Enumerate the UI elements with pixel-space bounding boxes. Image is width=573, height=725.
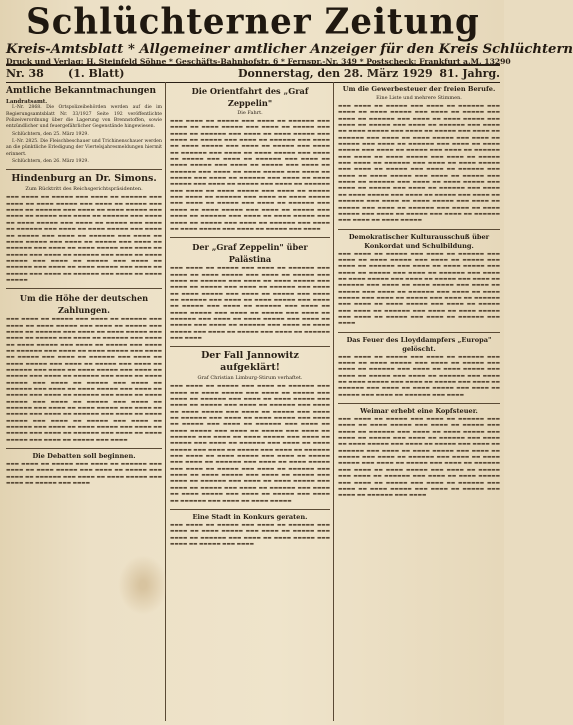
- section-heading: Amtliche Bekanntmachungen: [6, 86, 157, 96]
- issue-number: Nr. 38: [6, 67, 44, 80]
- article-headline: Um die Höhe der deutschen Zahlungen.: [19, 293, 149, 316]
- article-subheadline: Die Fahrt.: [237, 110, 263, 116]
- issue-date: Donnerstag, den 28. März 1929: [238, 67, 433, 80]
- article-subheadline: Eine Liste und mehrere Stimmen.: [376, 95, 462, 101]
- article-body: ▬▬▬ ▬▬▬▬ ▬▬ ▬▬▬▬▬ ▬▬▬ ▬▬▬▬ ▬▬ ▬▬▬▬▬▬ ▬▬▬ ▬▬▬▬ ▬▬ ▬▬▬▬ ▬▬▬▬▬ ▬▬▬ ▬▬▬▬ ▬▬ ▬▬▬▬▬ ▬▬▬ ▬▬▬▬ ▬▬ ▬▬▬▬▬▬ ▬▬▬ ▬▬▬▬ ▬▬ ▬▬▬▬ ▬▬▬▬▬ ▬▬▬ ▬▬▬▬ ▬▬ ▬▬▬▬▬ ▬▬▬ ▬▬▬▬: [6, 462, 162, 487]
- divider: [6, 169, 162, 170]
- notice-sign: Schlüchtern, den 25. März 1929.: [12, 131, 89, 137]
- divider: [338, 229, 500, 230]
- divider: [6, 288, 162, 289]
- column-rule: [165, 82, 166, 721]
- article-headline: Hindenburg an Dr. Simons.: [11, 173, 157, 185]
- article-body: ▬▬▬ ▬▬▬▬ ▬▬ ▬▬▬▬▬ ▬▬▬ ▬▬▬▬ ▬▬ ▬▬▬▬▬▬ ▬▬▬ ▬▬▬▬ ▬▬ ▬▬▬▬ ▬▬▬▬▬ ▬▬▬ ▬▬▬▬ ▬▬ ▬▬▬▬▬ ▬▬▬ ▬▬▬▬ ▬▬ ▬▬▬▬▬▬ ▬▬▬ ▬▬▬▬ ▬▬ ▬▬▬▬ ▬▬▬▬▬ ▬▬▬ ▬▬▬▬ ▬▬ ▬▬▬▬▬ ▬▬▬ ▬▬▬▬: [170, 522, 330, 547]
- divider: [170, 346, 330, 347]
- article-body: ▬▬▬ ▬▬▬▬ ▬▬ ▬▬▬▬▬ ▬▬▬ ▬▬▬▬ ▬▬ ▬▬▬▬▬▬ ▬▬▬ ▬▬▬▬ ▬▬ ▬▬▬▬ ▬▬▬▬▬ ▬▬▬ ▬▬▬▬ ▬▬ ▬▬▬▬▬ ▬▬▬ ▬▬▬▬ ▬▬ ▬▬▬▬▬▬ ▬▬▬ ▬▬▬▬ ▬▬ ▬▬▬▬ ▬▬▬▬▬ ▬▬▬ ▬▬▬▬ ▬▬ ▬▬▬▬▬ ▬▬▬ ▬▬▬▬ ▬▬ ▬▬▬▬▬▬ ▬▬▬ ▬▬▬▬ ▬▬ ▬▬▬▬ ▬▬▬▬▬ ▬▬▬ ▬▬▬▬ ▬▬ ▬▬▬▬▬ ▬▬▬ ▬▬▬▬ ▬▬ ▬▬▬▬▬▬ ▬▬▬ ▬▬▬▬ ▬▬ ▬▬▬▬ ▬▬▬▬▬ ▬▬▬ ▬▬▬▬ ▬▬ ▬▬▬▬▬ ▬▬▬ ▬▬▬▬ ▬▬ ▬▬▬▬▬▬ ▬▬▬ ▬▬▬▬ ▬▬ ▬▬▬▬ ▬▬▬▬▬ ▬▬▬ ▬▬▬▬ ▬▬ ▬▬▬▬▬ ▬▬▬ ▬▬▬▬ ▬▬ ▬▬▬▬▬▬ ▬▬▬ ▬▬▬▬ ▬▬ ▬▬▬▬ ▬▬▬▬▬ ▬▬▬ ▬▬▬▬ ▬▬ ▬▬▬▬▬ ▬▬▬ ▬▬▬▬ ▬▬ ▬▬▬▬▬▬ ▬▬▬ ▬▬▬▬ ▬▬ ▬▬▬▬ ▬▬▬▬▬ ▬▬▬ ▬▬▬▬ ▬▬ ▬▬▬▬▬ ▬▬▬ ▬▬▬▬ ▬▬ ▬▬▬▬▬▬ ▬▬▬ ▬▬▬▬ ▬▬ ▬▬▬▬ ▬▬▬▬▬ ▬▬▬ ▬▬▬▬ ▬▬ ▬▬▬▬▬ ▬▬▬ ▬▬▬▬ ▬▬ ▬▬▬▬▬▬ ▬▬▬ ▬▬▬▬ ▬▬ ▬▬▬▬ ▬▬▬▬▬ ▬▬▬ ▬▬▬▬ ▬▬ ▬▬▬▬▬ ▬▬▬ ▬▬▬▬ ▬▬ ▬▬▬▬▬▬ ▬▬▬ ▬▬▬▬ ▬▬ ▬▬▬▬ ▬▬▬▬▬ ▬▬▬ ▬▬▬▬ ▬▬ ▬▬▬▬▬ ▬▬▬ ▬▬▬▬ ▬▬ ▬▬▬▬▬▬ ▬▬▬ ▬▬▬▬ ▬▬ ▬▬▬▬ ▬▬▬▬▬ ▬▬▬ ▬▬▬▬ ▬▬ ▬▬▬▬▬ ▬▬▬ ▬▬▬▬ ▬▬ ▬▬▬▬▬▬ ▬▬▬ ▬▬▬▬ ▬▬ ▬▬▬▬ ▬▬▬▬▬ ▬▬▬ ▬▬▬▬ ▬▬ ▬▬▬▬▬ ▬▬▬ ▬▬▬▬ ▬▬ ▬▬▬▬▬▬ ▬▬▬ ▬▬▬▬ ▬▬ ▬▬▬▬ ▬▬▬▬▬: [170, 384, 330, 504]
- article-body: ▬▬▬ ▬▬▬▬ ▬▬ ▬▬▬▬▬ ▬▬▬ ▬▬▬▬ ▬▬ ▬▬▬▬▬▬ ▬▬▬ ▬▬▬▬ ▬▬ ▬▬▬▬ ▬▬▬▬▬ ▬▬▬ ▬▬▬▬ ▬▬ ▬▬▬▬▬ ▬▬▬ ▬▬▬▬ ▬▬ ▬▬▬▬▬▬ ▬▬▬ ▬▬▬▬ ▬▬ ▬▬▬▬ ▬▬▬▬▬ ▬▬▬ ▬▬▬▬ ▬▬ ▬▬▬▬▬ ▬▬▬ ▬▬▬▬ ▬▬ ▬▬▬▬▬▬ ▬▬▬ ▬▬▬▬ ▬▬ ▬▬▬▬ ▬▬▬▬▬ ▬▬▬ ▬▬▬▬ ▬▬ ▬▬▬▬▬ ▬▬▬ ▬▬▬▬ ▬▬ ▬▬▬▬▬▬ ▬▬▬ ▬▬▬▬ ▬▬ ▬▬▬▬ ▬▬▬▬▬ ▬▬▬ ▬▬▬▬ ▬▬ ▬▬▬▬▬ ▬▬▬ ▬▬▬▬ ▬▬ ▬▬▬▬▬▬ ▬▬▬ ▬▬▬▬ ▬▬ ▬▬▬▬ ▬▬▬▬▬ ▬▬▬ ▬▬▬▬ ▬▬ ▬▬▬▬▬ ▬▬▬ ▬▬▬▬ ▬▬ ▬▬▬▬▬▬ ▬▬▬ ▬▬▬▬ ▬▬ ▬▬▬▬ ▬▬▬▬▬ ▬▬▬ ▬▬▬▬ ▬▬ ▬▬▬▬▬ ▬▬▬ ▬▬▬▬ ▬▬ ▬▬▬▬▬▬ ▬▬▬ ▬▬▬▬ ▬▬ ▬▬▬▬ ▬▬▬▬▬ ▬▬▬ ▬▬▬▬ ▬▬ ▬▬▬▬▬ ▬▬▬ ▬▬▬▬ ▬▬ ▬▬▬▬▬▬ ▬▬▬ ▬▬▬▬: [338, 251, 500, 327]
- article-headline: Um die Gewerbesteuer der freien Berufe.: [342, 85, 496, 93]
- divider: [338, 403, 500, 404]
- edition-label: (1. Blatt): [68, 67, 125, 80]
- section-subheading: Landratsamt.: [6, 99, 48, 105]
- article-body: ▬▬▬ ▬▬▬▬ ▬▬ ▬▬▬▬▬ ▬▬▬ ▬▬▬▬ ▬▬ ▬▬▬▬▬▬ ▬▬▬ ▬▬▬▬ ▬▬ ▬▬▬▬ ▬▬▬▬▬ ▬▬▬ ▬▬▬▬ ▬▬ ▬▬▬▬▬ ▬▬▬ ▬▬▬▬ ▬▬ ▬▬▬▬▬▬ ▬▬▬ ▬▬▬▬ ▬▬ ▬▬▬▬ ▬▬▬▬▬ ▬▬▬ ▬▬▬▬ ▬▬ ▬▬▬▬▬ ▬▬▬ ▬▬▬▬ ▬▬ ▬▬▬▬▬▬ ▬▬▬ ▬▬▬▬ ▬▬ ▬▬▬▬ ▬▬▬▬▬ ▬▬▬ ▬▬▬▬ ▬▬ ▬▬▬▬▬ ▬▬▬ ▬▬▬▬ ▬▬ ▬▬▬▬▬▬ ▬▬▬ ▬▬▬▬ ▬▬ ▬▬▬▬ ▬▬▬▬▬ ▬▬▬ ▬▬▬▬ ▬▬ ▬▬▬▬▬ ▬▬▬ ▬▬▬▬ ▬▬ ▬▬▬▬▬▬ ▬▬▬ ▬▬▬▬ ▬▬ ▬▬▬▬ ▬▬▬▬▬ ▬▬▬ ▬▬▬▬ ▬▬ ▬▬▬▬▬ ▬▬▬ ▬▬▬▬ ▬▬ ▬▬▬▬▬▬ ▬▬▬ ▬▬▬▬ ▬▬ ▬▬▬▬ ▬▬▬▬▬ ▬▬▬ ▬▬▬▬ ▬▬ ▬▬▬▬▬ ▬▬▬ ▬▬▬▬ ▬▬ ▬▬▬▬▬▬ ▬▬▬ ▬▬▬▬ ▬▬ ▬▬▬▬ ▬▬▬▬▬ ▬▬▬ ▬▬▬▬ ▬▬ ▬▬▬▬▬ ▬▬▬ ▬▬▬▬ ▬▬ ▬▬▬▬▬▬ ▬▬▬ ▬▬▬▬ ▬▬ ▬▬▬▬ ▬▬▬▬▬ ▬▬▬ ▬▬▬▬ ▬▬ ▬▬▬▬▬ ▬▬▬ ▬▬▬▬ ▬▬ ▬▬▬▬▬▬ ▬▬▬ ▬▬▬▬ ▬▬ ▬▬▬▬ ▬▬▬▬▬: [6, 195, 162, 283]
- newspaper-subtitle: Kreis-Amtsblatt * Allgemeiner amtlicher Anzeiger für den Kreis Schlüchtern: [6, 42, 573, 57]
- article-body: ▬▬▬ ▬▬▬▬ ▬▬ ▬▬▬▬▬ ▬▬▬ ▬▬▬▬ ▬▬ ▬▬▬▬▬▬ ▬▬▬ ▬▬▬▬ ▬▬ ▬▬▬▬ ▬▬▬▬▬ ▬▬▬ ▬▬▬▬ ▬▬ ▬▬▬▬▬ ▬▬▬ ▬▬▬▬ ▬▬ ▬▬▬▬▬▬ ▬▬▬ ▬▬▬▬ ▬▬ ▬▬▬▬ ▬▬▬▬▬ ▬▬▬ ▬▬▬▬ ▬▬ ▬▬▬▬▬ ▬▬▬ ▬▬▬▬ ▬▬ ▬▬▬▬▬▬ ▬▬▬ ▬▬▬▬ ▬▬ ▬▬▬▬ ▬▬▬▬▬ ▬▬▬ ▬▬▬▬ ▬▬ ▬▬▬▬▬ ▬▬▬ ▬▬▬▬ ▬▬ ▬▬▬▬▬▬ ▬▬▬ ▬▬▬▬ ▬▬ ▬▬▬▬ ▬▬▬▬▬ ▬▬▬ ▬▬▬▬ ▬▬ ▬▬▬▬▬ ▬▬▬ ▬▬▬▬ ▬▬ ▬▬▬▬▬▬ ▬▬▬ ▬▬▬▬ ▬▬ ▬▬▬▬ ▬▬▬▬▬ ▬▬▬ ▬▬▬▬ ▬▬ ▬▬▬▬▬ ▬▬▬ ▬▬▬▬ ▬▬ ▬▬▬▬▬▬ ▬▬▬ ▬▬▬▬ ▬▬ ▬▬▬▬ ▬▬▬▬▬ ▬▬▬ ▬▬▬▬ ▬▬ ▬▬▬▬▬ ▬▬▬ ▬▬▬▬ ▬▬ ▬▬▬▬▬▬ ▬▬▬ ▬▬▬▬ ▬▬ ▬▬▬▬ ▬▬▬▬▬ ▬▬▬ ▬▬▬▬ ▬▬ ▬▬▬▬▬ ▬▬▬ ▬▬▬▬ ▬▬ ▬▬▬▬▬▬ ▬▬▬ ▬▬▬▬ ▬▬ ▬▬▬▬ ▬▬▬▬▬ ▬▬▬ ▬▬▬▬ ▬▬ ▬▬▬▬▬ ▬▬▬ ▬▬▬▬ ▬▬ ▬▬▬▬▬▬ ▬▬▬ ▬▬▬▬ ▬▬ ▬▬▬▬ ▬▬▬▬▬ ▬▬▬ ▬▬▬▬ ▬▬ ▬▬▬▬▬ ▬▬▬ ▬▬▬▬ ▬▬ ▬▬▬▬▬▬ ▬▬▬ ▬▬▬▬ ▬▬ ▬▬▬▬ ▬▬▬▬▬ ▬▬▬ ▬▬▬▬ ▬▬ ▬▬▬▬▬ ▬▬▬ ▬▬▬▬ ▬▬ ▬▬▬▬▬▬ ▬▬▬ ▬▬▬▬ ▬▬ ▬▬▬▬ ▬▬▬▬▬ ▬▬▬ ▬▬▬▬ ▬▬ ▬▬▬▬▬ ▬▬▬ ▬▬▬▬ ▬▬ ▬▬▬▬▬▬ ▬▬▬ ▬▬▬▬ ▬▬ ▬▬▬▬ ▬▬▬▬▬ ▬▬▬ ▬▬▬▬ ▬▬ ▬▬▬▬▬ ▬▬▬ ▬▬▬▬: [170, 119, 330, 232]
- article-headline: Die Orientfahrt des „Graf Zeppelin": [191, 86, 309, 108]
- divider: [170, 509, 330, 510]
- article-headline: Die Debatten soll beginnen.: [32, 452, 136, 461]
- article-body: ▬▬▬ ▬▬▬▬ ▬▬ ▬▬▬▬▬ ▬▬▬ ▬▬▬▬ ▬▬ ▬▬▬▬▬▬ ▬▬▬ ▬▬▬▬ ▬▬ ▬▬▬▬ ▬▬▬▬▬ ▬▬▬ ▬▬▬▬ ▬▬ ▬▬▬▬▬ ▬▬▬ ▬▬▬▬ ▬▬ ▬▬▬▬▬▬ ▬▬▬ ▬▬▬▬ ▬▬ ▬▬▬▬ ▬▬▬▬▬ ▬▬▬ ▬▬▬▬ ▬▬ ▬▬▬▬▬ ▬▬▬ ▬▬▬▬ ▬▬ ▬▬▬▬▬▬ ▬▬▬ ▬▬▬▬ ▬▬ ▬▬▬▬ ▬▬▬▬▬ ▬▬▬ ▬▬▬▬ ▬▬ ▬▬▬▬▬ ▬▬▬ ▬▬▬▬ ▬▬ ▬▬▬▬▬▬ ▬▬▬ ▬▬▬▬ ▬▬ ▬▬▬▬ ▬▬▬▬▬ ▬▬▬ ▬▬▬▬ ▬▬ ▬▬▬▬▬ ▬▬▬ ▬▬▬▬ ▬▬ ▬▬▬▬▬▬ ▬▬▬ ▬▬▬▬ ▬▬ ▬▬▬▬ ▬▬▬▬▬ ▬▬▬ ▬▬▬▬ ▬▬ ▬▬▬▬▬ ▬▬▬ ▬▬▬▬ ▬▬ ▬▬▬▬▬▬ ▬▬▬ ▬▬▬▬ ▬▬ ▬▬▬▬ ▬▬▬▬▬ ▬▬▬ ▬▬▬▬ ▬▬ ▬▬▬▬▬ ▬▬▬ ▬▬▬▬ ▬▬ ▬▬▬▬▬▬ ▬▬▬ ▬▬▬▬ ▬▬ ▬▬▬▬ ▬▬▬▬▬ ▬▬▬ ▬▬▬▬ ▬▬ ▬▬▬▬▬ ▬▬▬ ▬▬▬▬ ▬▬ ▬▬▬▬▬▬ ▬▬▬ ▬▬▬▬ ▬▬ ▬▬▬▬ ▬▬▬▬▬ ▬▬▬ ▬▬▬▬ ▬▬ ▬▬▬▬▬ ▬▬▬ ▬▬▬▬ ▬▬ ▬▬▬▬▬▬ ▬▬▬ ▬▬▬▬ ▬▬ ▬▬▬▬ ▬▬▬▬▬ ▬▬▬ ▬▬▬▬ ▬▬ ▬▬▬▬▬ ▬▬▬ ▬▬▬▬ ▬▬ ▬▬▬▬▬▬ ▬▬▬ ▬▬▬▬ ▬▬ ▬▬▬▬ ▬▬▬▬▬ ▬▬▬ ▬▬▬▬ ▬▬ ▬▬▬▬▬ ▬▬▬ ▬▬▬▬ ▬▬ ▬▬▬▬▬▬ ▬▬▬ ▬▬▬▬ ▬▬ ▬▬▬▬ ▬▬▬▬▬ ▬▬▬ ▬▬▬▬ ▬▬ ▬▬▬▬▬ ▬▬▬ ▬▬▬▬ ▬▬ ▬▬▬▬▬▬ ▬▬▬ ▬▬▬▬ ▬▬ ▬▬▬▬ ▬▬▬▬▬ ▬▬▬ ▬▬▬▬ ▬▬ ▬▬▬▬▬ ▬▬▬ ▬▬▬▬ ▬▬ ▬▬▬▬▬▬ ▬▬▬ ▬▬▬▬ ▬▬ ▬▬▬▬ ▬▬▬▬▬ ▬▬▬ ▬▬▬▬ ▬▬ ▬▬▬▬▬ ▬▬▬ ▬▬▬▬: [6, 317, 162, 443]
- column-rule: [333, 82, 334, 721]
- masthead: [6, 1, 573, 66]
- article-subheadline: Zum Rücktritt des Reichsgerichtspräsidenten.: [25, 186, 143, 193]
- article-body: ▬▬▬ ▬▬▬▬ ▬▬ ▬▬▬▬▬ ▬▬▬ ▬▬▬▬ ▬▬ ▬▬▬▬▬▬ ▬▬▬ ▬▬▬▬ ▬▬ ▬▬▬▬ ▬▬▬▬▬ ▬▬▬ ▬▬▬▬ ▬▬ ▬▬▬▬▬ ▬▬▬ ▬▬▬▬ ▬▬ ▬▬▬▬▬▬ ▬▬▬ ▬▬▬▬ ▬▬ ▬▬▬▬ ▬▬▬▬▬ ▬▬▬ ▬▬▬▬ ▬▬ ▬▬▬▬▬ ▬▬▬ ▬▬▬▬ ▬▬ ▬▬▬▬▬▬ ▬▬▬ ▬▬▬▬ ▬▬ ▬▬▬▬ ▬▬▬▬▬ ▬▬▬ ▬▬▬▬ ▬▬ ▬▬▬▬▬ ▬▬▬ ▬▬▬▬ ▬▬ ▬▬▬▬▬▬ ▬▬▬ ▬▬▬▬ ▬▬ ▬▬▬▬ ▬▬▬▬▬ ▬▬▬ ▬▬▬▬ ▬▬ ▬▬▬▬▬ ▬▬▬ ▬▬▬▬ ▬▬ ▬▬▬▬▬▬ ▬▬▬ ▬▬▬▬ ▬▬ ▬▬▬▬ ▬▬▬▬▬ ▬▬▬ ▬▬▬▬ ▬▬ ▬▬▬▬▬ ▬▬▬ ▬▬▬▬ ▬▬ ▬▬▬▬▬▬ ▬▬▬ ▬▬▬▬ ▬▬ ▬▬▬▬ ▬▬▬▬▬ ▬▬▬ ▬▬▬▬ ▬▬ ▬▬▬▬▬ ▬▬▬ ▬▬▬▬ ▬▬ ▬▬▬▬▬▬ ▬▬▬ ▬▬▬▬ ▬▬ ▬▬▬▬ ▬▬▬▬▬ ▬▬▬ ▬▬▬▬ ▬▬ ▬▬▬▬▬ ▬▬▬ ▬▬▬▬ ▬▬ ▬▬▬▬▬▬ ▬▬▬ ▬▬▬▬ ▬▬ ▬▬▬▬ ▬▬▬▬▬ ▬▬▬ ▬▬▬▬ ▬▬ ▬▬▬▬▬ ▬▬▬ ▬▬▬▬ ▬▬ ▬▬▬▬▬▬ ▬▬▬ ▬▬▬▬: [338, 417, 500, 499]
- divider: [6, 448, 162, 449]
- article-headline: Der „Graf Zeppelin" über Palästina: [192, 242, 308, 265]
- article-subheadline: Graf Christian Limburg-Stirum verhaftet.: [197, 375, 303, 382]
- newspaper-title: Schlüchterner Zeitung: [26, 1, 480, 43]
- paper-stain: [118, 555, 168, 615]
- volume-year: 81. Jahrg.: [439, 67, 500, 80]
- dateline: [6, 64, 500, 83]
- column-middle: [170, 84, 330, 721]
- article-body: ▬▬▬ ▬▬▬▬ ▬▬ ▬▬▬▬▬ ▬▬▬ ▬▬▬▬ ▬▬ ▬▬▬▬▬▬ ▬▬▬ ▬▬▬▬ ▬▬ ▬▬▬▬ ▬▬▬▬▬ ▬▬▬ ▬▬▬▬ ▬▬ ▬▬▬▬▬ ▬▬▬ ▬▬▬▬ ▬▬ ▬▬▬▬▬▬ ▬▬▬ ▬▬▬▬ ▬▬ ▬▬▬▬ ▬▬▬▬▬ ▬▬▬ ▬▬▬▬ ▬▬ ▬▬▬▬▬ ▬▬▬ ▬▬▬▬ ▬▬ ▬▬▬▬▬▬ ▬▬▬ ▬▬▬▬ ▬▬ ▬▬▬▬ ▬▬▬▬▬ ▬▬▬ ▬▬▬▬ ▬▬ ▬▬▬▬▬ ▬▬▬ ▬▬▬▬ ▬▬ ▬▬▬▬▬▬ ▬▬▬ ▬▬▬▬ ▬▬ ▬▬▬▬ ▬▬▬▬▬ ▬▬▬ ▬▬▬▬ ▬▬ ▬▬▬▬▬ ▬▬▬ ▬▬▬▬ ▬▬ ▬▬▬▬▬▬ ▬▬▬ ▬▬▬▬ ▬▬ ▬▬▬▬ ▬▬▬▬▬ ▬▬▬ ▬▬▬▬ ▬▬ ▬▬▬▬▬ ▬▬▬ ▬▬▬▬ ▬▬ ▬▬▬▬▬▬ ▬▬▬ ▬▬▬▬ ▬▬ ▬▬▬▬ ▬▬▬▬▬ ▬▬▬ ▬▬▬▬ ▬▬ ▬▬▬▬▬ ▬▬▬ ▬▬▬▬ ▬▬ ▬▬▬▬▬▬ ▬▬▬ ▬▬▬▬ ▬▬ ▬▬▬▬ ▬▬▬▬▬ ▬▬▬ ▬▬▬▬ ▬▬ ▬▬▬▬▬ ▬▬▬ ▬▬▬▬ ▬▬ ▬▬▬▬▬▬ ▬▬▬ ▬▬▬▬: [170, 266, 330, 341]
- article-headline: Das Feuer des Lloyddampfers „Europa" gelöscht.: [346, 335, 492, 353]
- article-headline: Der Fall Jannowitz aufgeklärt!: [201, 350, 299, 374]
- article-body: ▬▬▬ ▬▬▬▬ ▬▬ ▬▬▬▬▬ ▬▬▬ ▬▬▬▬ ▬▬ ▬▬▬▬▬▬ ▬▬▬ ▬▬▬▬ ▬▬ ▬▬▬▬ ▬▬▬▬▬ ▬▬▬ ▬▬▬▬ ▬▬ ▬▬▬▬▬ ▬▬▬ ▬▬▬▬ ▬▬ ▬▬▬▬▬▬ ▬▬▬ ▬▬▬▬ ▬▬ ▬▬▬▬ ▬▬▬▬▬ ▬▬▬ ▬▬▬▬ ▬▬ ▬▬▬▬▬ ▬▬▬ ▬▬▬▬ ▬▬ ▬▬▬▬▬▬ ▬▬▬ ▬▬▬▬ ▬▬ ▬▬▬▬ ▬▬▬▬▬ ▬▬▬ ▬▬▬▬ ▬▬ ▬▬▬▬▬ ▬▬▬ ▬▬▬▬ ▬▬ ▬▬▬▬▬▬ ▬▬▬ ▬▬▬▬ ▬▬ ▬▬▬▬ ▬▬▬▬▬ ▬▬▬ ▬▬▬▬ ▬▬ ▬▬▬▬▬ ▬▬▬ ▬▬▬▬ ▬▬ ▬▬▬▬▬▬ ▬▬▬ ▬▬▬▬: [338, 354, 500, 398]
- column-right: [338, 84, 500, 721]
- article-headline: Demokratischer Kulturausschuß über Konkordat und Schulbildung.: [348, 232, 490, 250]
- article-headline: Eine Stadt in Konkurs geraten.: [192, 512, 308, 521]
- article-body: ▬▬▬ ▬▬▬▬ ▬▬ ▬▬▬▬▬ ▬▬▬ ▬▬▬▬ ▬▬ ▬▬▬▬▬▬ ▬▬▬ ▬▬▬▬ ▬▬ ▬▬▬▬ ▬▬▬▬▬ ▬▬▬ ▬▬▬▬ ▬▬ ▬▬▬▬▬ ▬▬▬ ▬▬▬▬ ▬▬ ▬▬▬▬▬▬ ▬▬▬ ▬▬▬▬ ▬▬ ▬▬▬▬ ▬▬▬▬▬ ▬▬▬ ▬▬▬▬ ▬▬ ▬▬▬▬▬ ▬▬▬ ▬▬▬▬ ▬▬ ▬▬▬▬▬▬ ▬▬▬ ▬▬▬▬ ▬▬ ▬▬▬▬ ▬▬▬▬▬ ▬▬▬ ▬▬▬▬ ▬▬ ▬▬▬▬▬ ▬▬▬ ▬▬▬▬ ▬▬ ▬▬▬▬▬▬ ▬▬▬ ▬▬▬▬ ▬▬ ▬▬▬▬ ▬▬▬▬▬ ▬▬▬ ▬▬▬▬ ▬▬ ▬▬▬▬▬ ▬▬▬ ▬▬▬▬ ▬▬ ▬▬▬▬▬▬ ▬▬▬ ▬▬▬▬ ▬▬ ▬▬▬▬ ▬▬▬▬▬ ▬▬▬ ▬▬▬▬ ▬▬ ▬▬▬▬▬ ▬▬▬ ▬▬▬▬ ▬▬ ▬▬▬▬▬▬ ▬▬▬ ▬▬▬▬ ▬▬ ▬▬▬▬ ▬▬▬▬▬ ▬▬▬ ▬▬▬▬ ▬▬ ▬▬▬▬▬ ▬▬▬ ▬▬▬▬ ▬▬ ▬▬▬▬▬▬ ▬▬▬ ▬▬▬▬ ▬▬ ▬▬▬▬ ▬▬▬▬▬ ▬▬▬ ▬▬▬▬ ▬▬ ▬▬▬▬▬ ▬▬▬ ▬▬▬▬ ▬▬ ▬▬▬▬▬▬ ▬▬▬ ▬▬▬▬ ▬▬ ▬▬▬▬ ▬▬▬▬▬ ▬▬▬ ▬▬▬▬ ▬▬ ▬▬▬▬▬ ▬▬▬ ▬▬▬▬ ▬▬ ▬▬▬▬▬▬ ▬▬▬ ▬▬▬▬ ▬▬ ▬▬▬▬ ▬▬▬▬▬ ▬▬▬ ▬▬▬▬ ▬▬ ▬▬▬▬▬ ▬▬▬ ▬▬▬▬ ▬▬ ▬▬▬▬▬▬ ▬▬▬ ▬▬▬▬ ▬▬ ▬▬▬▬ ▬▬▬▬▬ ▬▬▬ ▬▬▬▬ ▬▬ ▬▬▬▬▬ ▬▬▬ ▬▬▬▬ ▬▬ ▬▬▬▬▬▬ ▬▬▬ ▬▬▬▬ ▬▬ ▬▬▬▬ ▬▬▬▬▬ ▬▬▬ ▬▬▬▬ ▬▬ ▬▬▬▬▬ ▬▬▬ ▬▬▬▬ ▬▬ ▬▬▬▬▬▬ ▬▬▬ ▬▬▬▬ ▬▬ ▬▬▬▬ ▬▬▬▬▬ ▬▬▬ ▬▬▬▬ ▬▬ ▬▬▬▬▬ ▬▬▬ ▬▬▬▬ ▬▬ ▬▬▬▬▬▬ ▬▬▬ ▬▬▬▬ ▬▬ ▬▬▬▬ ▬▬▬▬▬: [338, 104, 500, 224]
- notice-sign: Schlüchtern, den 26. März 1929.: [12, 159, 89, 165]
- divider: [170, 237, 330, 238]
- publisher-line: Druck und Verlag: H. Steinfeld Söhne * Geschäfts-Bahnhofstr. 6 * Fernspr.-Nr. 349 * Postscheck: Frankfurt a.M. 13290: [6, 57, 511, 66]
- article-headline: Weimar erhebt eine Kopfsteuer.: [360, 407, 478, 416]
- notice-text: I.-Nr. 2825. Die Fleischbeschauer und Trichinenschauer werden an die pünktliche Erledigung der Viertelsjahresmeldungen hiermit erinnert.: [6, 139, 162, 157]
- notice-text: I.-Nr. 2868. Die Ortspolizeibehörden werden auf die im Regierungsamtsblatt Nr. 33/1927 Seite 192 veröffentlichte Polizeiverordnung über die Lagerung von Brennstoffen, sowie entzündlicher und feuergefährlicher Gegenstände hingewiesen.: [6, 105, 162, 130]
- divider: [338, 332, 500, 333]
- column-left: [6, 84, 162, 721]
